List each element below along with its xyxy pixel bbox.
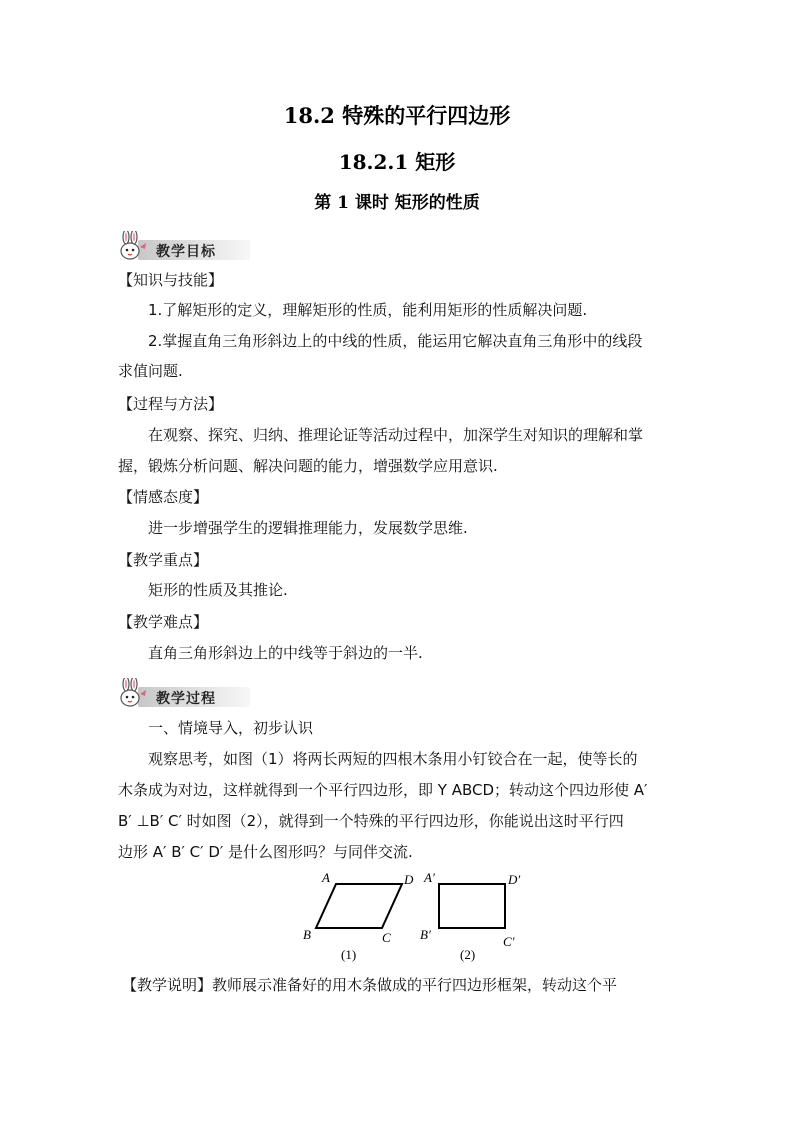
knowledge-header: 【知识与技能】 xyxy=(118,271,224,289)
rectangle-abcd-prime xyxy=(439,884,505,928)
figure-1 xyxy=(303,870,414,962)
label-b: B xyxy=(303,927,311,942)
rabbit-icon xyxy=(116,678,156,710)
process-method-header: 【过程与方法】 xyxy=(118,395,224,413)
label-b-prime: B′ xyxy=(420,927,431,942)
difficulty-header: 【教学难点】 xyxy=(118,613,209,631)
teaching-note: 【教学说明】教师展示准备好的用木条做成的平行四边形框架，转动这个平 xyxy=(122,976,618,994)
process-method-line1: 在观察、探究、归纳、推理论证等活动过程中，加深学生对知识的理解和掌 xyxy=(148,426,644,444)
chapter-title: 18.2 特殊的平行四边形 xyxy=(283,103,511,128)
parallelogram-abcd xyxy=(316,884,402,928)
process-paragraph-line4: 边形 A′ B′ C′ D′ 是什么图形吗？与同伴交流. xyxy=(118,843,413,861)
key-points-text: 矩形的性质及其推论. xyxy=(148,581,288,599)
lesson-title: 第 1 课时 矩形的性质 xyxy=(314,193,480,213)
label-a-prime: A′ xyxy=(424,870,435,885)
process-method-line2: 握，锻炼分析问题、解决问题的能力，增强数学应用意识. xyxy=(118,457,498,475)
emotion-header: 【情感态度】 xyxy=(118,488,209,506)
caption-2: (2) xyxy=(460,947,476,962)
label-d: D xyxy=(404,872,414,887)
rabbit-icon xyxy=(116,231,156,263)
step-one-heading: 一、情境导入，初步认识 xyxy=(148,719,314,737)
banner-label: 教学目标 xyxy=(156,244,216,260)
section-banner-process xyxy=(116,678,254,708)
label-c: C xyxy=(382,930,391,945)
difficulty-text: 直角三角形斜边上的中线等于斜边的一半. xyxy=(148,644,423,662)
knowledge-item-2-line2: 求值问题. xyxy=(118,362,183,380)
figure-2 xyxy=(420,870,520,962)
parallelogram-figure xyxy=(296,866,536,966)
label-a: A xyxy=(322,870,330,885)
section-title: 18.2.1 矩形 xyxy=(338,150,456,174)
process-paragraph-line1: 观察思考，如图（1）将两长两短的四根木条用小钉铰合在一起，使等长的 xyxy=(148,750,638,768)
banner-label: 教学过程 xyxy=(156,691,216,707)
emotion-text: 进一步增强学生的逻辑推理能力，发展数学思维. xyxy=(148,519,468,537)
key-points-header: 【教学重点】 xyxy=(118,551,209,569)
process-paragraph-line3: B′ ⊥B′ C′ 时如图（2），就得到一个特殊的平行四边形，你能说出这时平行四 xyxy=(118,812,624,830)
knowledge-item-1: 1.了解矩形的定义，理解矩形的性质，能利用矩形的性质解决问题. xyxy=(148,301,588,319)
section-banner-goals xyxy=(116,231,254,261)
label-c-prime: C′ xyxy=(503,934,515,949)
process-paragraph-line2: 木条成为对边，这样就得到一个平行四边形，即 Y ABCD；转动这个四边形使 A′ xyxy=(118,781,648,799)
knowledge-item-2-line1: 2.掌握直角三角形斜边上的中线的性质，能运用它解决直角三角形中的线段 xyxy=(148,332,643,350)
label-d-prime: D′ xyxy=(508,872,521,887)
caption-1: (1) xyxy=(341,947,357,962)
